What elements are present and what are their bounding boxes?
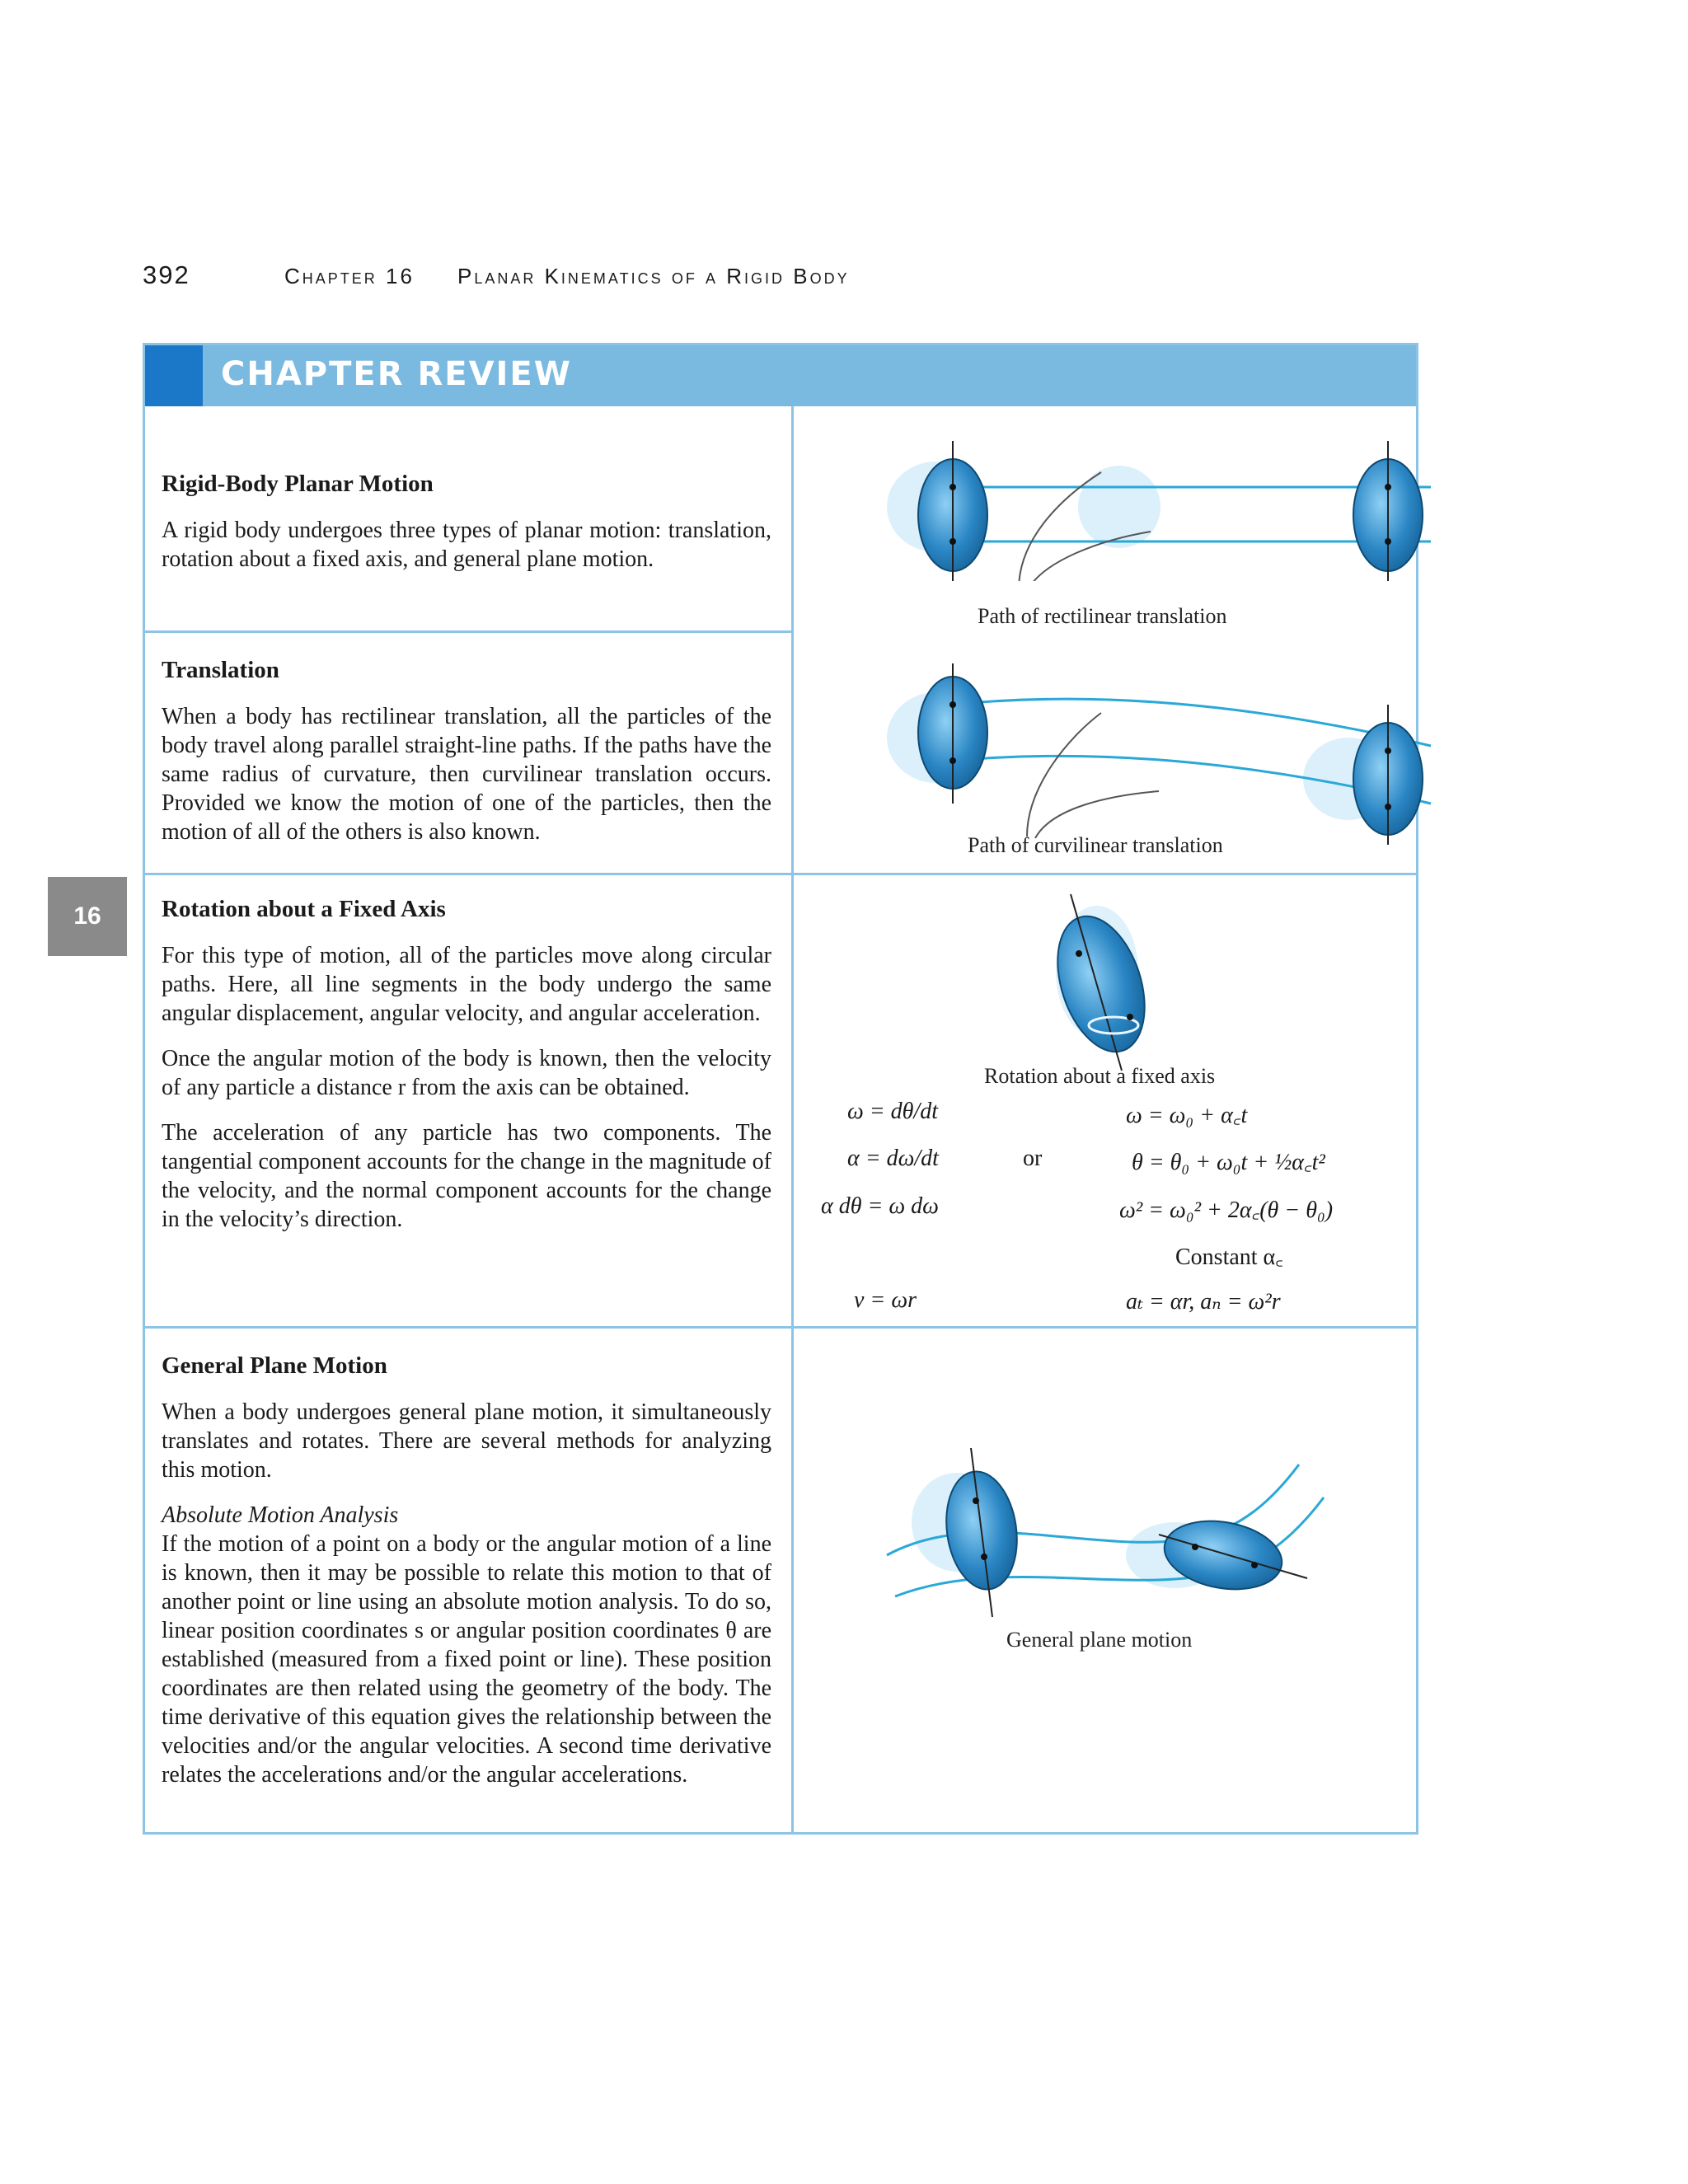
chapter-side-tab bbox=[48, 877, 127, 956]
section-heading: Translation bbox=[162, 657, 279, 683]
figure-caption: General plane motion bbox=[1006, 1628, 1193, 1652]
general-plane-motion-figure bbox=[879, 1432, 1340, 1621]
chapter-review-box bbox=[143, 343, 1418, 1835]
banner-title: CHAPTER REVIEW bbox=[221, 355, 572, 393]
page-number: 392 bbox=[143, 260, 190, 289]
equation: aₜ = αr, aₙ = ω²r bbox=[1126, 1289, 1281, 1315]
section-rigid-body-motion bbox=[162, 471, 771, 590]
section-heading: General Plane Motion bbox=[162, 1352, 387, 1379]
section-paragraph: When a body has rectilinear translation, all the particles of the body travel along parallel straight-line paths. If the paths have the same radius of curvature, then curvilinear translation occurs. Provided we know the motion of one of the particles, then the motion of all of the others is also known. bbox=[162, 704, 771, 845]
equation: θ = θ₀ + ω₀t + ½α꜀t² bbox=[1132, 1150, 1325, 1175]
section-paragraph: A rigid body undergoes three types of planar motion: translation, rotation about a fixed axis, and general plane motion. bbox=[162, 518, 771, 572]
chapter-title: Planar Kinematics of a Rigid Body bbox=[457, 264, 850, 288]
chapter-side-tab-label: 16 bbox=[73, 902, 101, 930]
figure-caption: Rotation about a fixed axis bbox=[984, 1064, 1216, 1088]
banner-accent-block bbox=[145, 345, 203, 406]
row-divider bbox=[145, 630, 791, 633]
section-paragraph: For this type of motion, all of the particles move along circular paths. Here, all line segments in the body undergo the same angular displacement, angular velocity, and angular acceleration. bbox=[162, 943, 771, 1026]
figure-caption: Path of rectilinear translation bbox=[978, 604, 1227, 628]
equation: ω = ω₀ + α꜀t bbox=[1126, 1103, 1248, 1128]
section-heading: Rigid-Body Planar Motion bbox=[162, 471, 434, 497]
equation: ω² = ω₀² + 2α꜀(θ − θ₀) bbox=[1119, 1197, 1334, 1223]
constant-alpha-label: Constant α꜀ bbox=[1175, 1244, 1283, 1270]
equation: v = ωr bbox=[854, 1287, 917, 1313]
row-divider bbox=[145, 873, 1418, 875]
figure-caption: Path of curvilinear translation bbox=[968, 833, 1223, 857]
section-translation bbox=[162, 657, 771, 863]
or-label: or bbox=[1023, 1146, 1043, 1171]
equation: ω = dθ/dt bbox=[847, 1099, 938, 1124]
section-paragraph: The acceleration of any particle has two components. The tangential component accounts for the change in the magnitude of the velocity, and the normal component accounts for the change in the velocity’s direction. bbox=[162, 1120, 771, 1232]
section-paragraph: When a body undergoes general plane motion, it simultaneously translates and rotates. There are several methods for analyzing this motion. bbox=[162, 1399, 771, 1483]
chapter-label: Chapter 16 bbox=[284, 264, 415, 288]
column-divider bbox=[791, 406, 794, 1835]
curvilinear-translation-figure bbox=[887, 655, 1464, 845]
equation: α dθ = ω dω bbox=[821, 1193, 939, 1219]
running-head bbox=[143, 260, 850, 293]
fixed-axis-rotation-figure bbox=[998, 889, 1229, 1079]
section-heading: Rotation about a Fixed Axis bbox=[162, 896, 446, 922]
subsection-heading: Absolute Motion Analysis bbox=[162, 1502, 399, 1528]
review-banner bbox=[145, 345, 1416, 406]
section-paragraph: Once the angular motion of the body is known, then the velocity of any particle a distance r from the axis can be obtained. bbox=[162, 1046, 771, 1100]
section-general-plane-motion bbox=[162, 1352, 771, 1806]
equation: α = dω/dt bbox=[847, 1146, 939, 1171]
row-divider bbox=[145, 1326, 1418, 1329]
section-paragraph: If the motion of a point on a body or the angular motion of a line is known, then it may be possible to relate this motion to that of another point or line using an absolute motion analysis. To do so, linear position coordinates s or angular position coordinates θ are established (measured from a fixed point or line). These position coordinates are then related using the geometry of the body. The time derivative of this equation gives the relationship between the velocities and/or the angular velocities. A second time derivative relates the accelerations and/or the angular accelerations. bbox=[162, 1531, 771, 1788]
section-rotation bbox=[162, 896, 771, 1250]
rectilinear-translation-figure bbox=[887, 416, 1464, 581]
